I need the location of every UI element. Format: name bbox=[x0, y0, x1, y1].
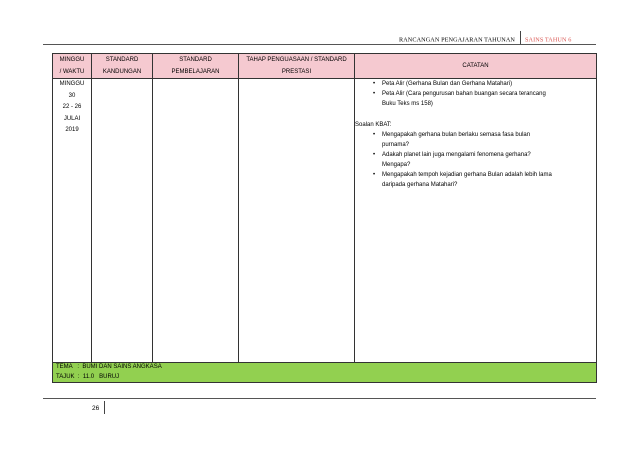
header-separator bbox=[520, 31, 521, 45]
header-tahap-penguasaan: TAHAP PENGUASAAN / STANDARD PRESTASI bbox=[239, 54, 355, 79]
list-item: • Mengapakah gerhana bulan berlaku semasa fasa bulan purnama? bbox=[355, 130, 596, 150]
header-standard-kandungan: STANDARD KANDUNGAN bbox=[92, 54, 153, 79]
page-footer bbox=[92, 402, 105, 415]
tahap-penguasaan-cell bbox=[239, 79, 355, 363]
list-item: • Peta Alir (Gerhana Bulan dan Gerhana Matahari) bbox=[355, 79, 596, 89]
minggu-cell bbox=[53, 79, 92, 363]
month: JULAI bbox=[63, 115, 81, 122]
header-minggu: MINGGU / WAKTU bbox=[53, 54, 92, 79]
header-rule bbox=[43, 44, 596, 45]
standard-pembelajaran-cell bbox=[153, 79, 239, 363]
tema-row bbox=[53, 363, 597, 383]
catatan-cell bbox=[355, 79, 597, 363]
header-standard-pembelajaran: STANDARD PEMBELAJARAN bbox=[153, 54, 239, 79]
minggu-number: 30 bbox=[68, 92, 76, 99]
document-title: RANCANGAN PENGAJARAN TAHUNAN bbox=[399, 36, 515, 44]
tajuk-text: TAJUK : 11.0 BURUJ bbox=[56, 373, 120, 380]
standard-kandungan-cell bbox=[92, 79, 153, 363]
catatan-list bbox=[355, 79, 596, 109]
page-number: 26 bbox=[92, 405, 100, 413]
list-item: • Adakah planet lain juga mengalami fenomena gerhana? Mengapa? bbox=[355, 150, 596, 170]
tema-cell bbox=[53, 363, 597, 383]
kbat-list bbox=[355, 130, 596, 190]
tema-text: TEMA : BUMI DAN SAINS ANGKASA bbox=[56, 364, 162, 370]
soalan-kbat-heading: Soalan KBAT: bbox=[355, 122, 392, 128]
list-item: • Peta Alir (Cara pengurusan bahan buangan secara terancang bbox=[355, 89, 596, 99]
date-range: 22 - 26 bbox=[62, 104, 82, 110]
footer-separator bbox=[104, 401, 105, 414]
footer-rule bbox=[43, 398, 596, 399]
list-item: • Mengapakah tempoh kejadian gerhana Bulan adalah lebih lama daripada gerhana Matahari? bbox=[355, 170, 596, 190]
list-item-continuation: Buku Teks ms 158) bbox=[382, 101, 433, 107]
subject-title: SAINS TAHUN 6 bbox=[524, 36, 572, 44]
header-catatan: CATATAN bbox=[355, 54, 597, 79]
table-row bbox=[53, 79, 597, 363]
minggu-label: MINGGU bbox=[59, 81, 85, 87]
table-header-row bbox=[53, 54, 597, 79]
lesson-plan-table bbox=[52, 53, 597, 383]
year: 2019 bbox=[65, 127, 79, 133]
